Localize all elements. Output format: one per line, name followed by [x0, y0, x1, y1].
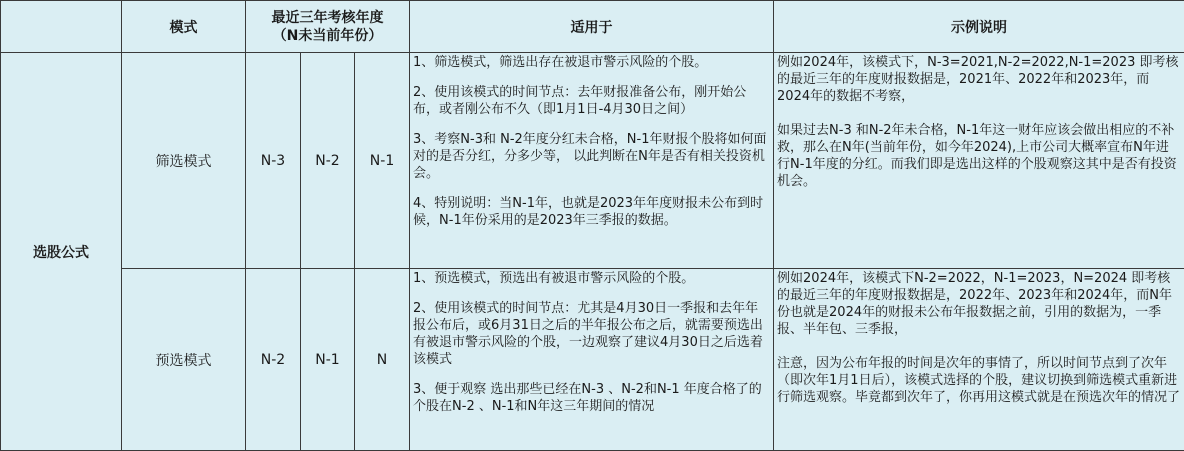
example-cell [774, 53, 1184, 269]
year-col-2: N-1 [301, 269, 355, 451]
year-col-3: N [355, 269, 410, 451]
year-col-1: N-2 [246, 269, 301, 451]
applies-item: 1、筛选模式，筛选出存在被退市警示风险的个股。 [413, 54, 770, 71]
corner-cell [1, 1, 122, 53]
applies-cell [410, 269, 774, 451]
applies-cell [410, 53, 774, 269]
mode-name: 预选模式 [122, 269, 246, 451]
year-col-2: N-2 [301, 53, 355, 269]
year-col-3: N-1 [355, 53, 410, 269]
example-paragraph: 例如2024年，该模式下，N-3=2021,N-2=2022,N-1=2023 即考核的最近三年的年度财报数据是，2021年、2022年和2023年，而2024年的数据不考察， [777, 54, 1181, 105]
header-years-line2: （N未当前年份） [246, 27, 409, 45]
applies-item: 4、特别说明：当N-1年，也就是2023年年度财报未公布到时候，N-1年份采用的是2023年三季报的数据。 [413, 195, 770, 229]
header-applies: 适用于 [410, 1, 774, 53]
example-cell [774, 269, 1184, 451]
example-paragraph: 例如2024年，该模式下N-2=2022，N-1=2023，N=2024 即考核的最近三年的年度财报数据是，2022年、2023年和2024年，而N年份也就是2024年的财报未公布年报数据之前，引用的数据为，一季报、半年包、三季报， [777, 270, 1181, 338]
year-col-1: N-3 [246, 53, 301, 269]
example-paragraph: 注意，因为公布年报的时间是次年的事情了，所以时间节点到了次年（即次年1月1日后），该模式选择的个股，建议切换到筛选模式重新进行筛选观察。毕竟都到次年了，你再用这模式就是在预选次年的情况了 [777, 355, 1181, 406]
table-row [1, 269, 1184, 451]
applies-item: 2、使用该模式的时间节点：尤其是4月30日一季报和去年年报公布后，或6月31日之后的半年报公布之后，就需要预选出有被退市警示风险的个股，一边观察了建议4月30日之后选着该模式 [413, 300, 770, 368]
header-mode: 模式 [122, 1, 246, 53]
applies-item: 3、考察N-3和 N-2年度分红未合格，N-1年财报个股将如何面对的是否分红，分多少等， 以此判断在N年是否有相关投资机会。 [413, 131, 770, 182]
table-row [1, 53, 1184, 269]
applies-item: 3、便于观察 选出那些已经在N-3 、N-2和N-1 年度合格了的个股在N-2 、N-1和N年这三年期间的情况 [413, 381, 770, 415]
applies-item: 1、预选模式，预选出有被退市警示风险的个股。 [413, 270, 770, 287]
header-years [246, 1, 410, 53]
header-example: 示例说明 [774, 1, 1184, 53]
example-paragraph: 如果过去N-3 和N-2年未合格，N-1年这一财年应该会做出相应的不补救，那么在N年(当前年份，如今年2024),上市公司大概率宣布N年进行N-1年度的分红。而我们即是选出这样的个股观察这其中是否有投资机会。 [777, 122, 1181, 190]
mode-name: 筛选模式 [122, 53, 246, 269]
applies-item: 2、使用该模式的时间节点：去年财报准备公布，刚开始公布，或者刚公布不久（即1月1日-4月30日之间） [413, 84, 770, 118]
header-years-line1: 最近三年考核年度 [246, 9, 409, 27]
section-label: 选股公式 [1, 53, 122, 451]
header-row [1, 1, 1184, 53]
